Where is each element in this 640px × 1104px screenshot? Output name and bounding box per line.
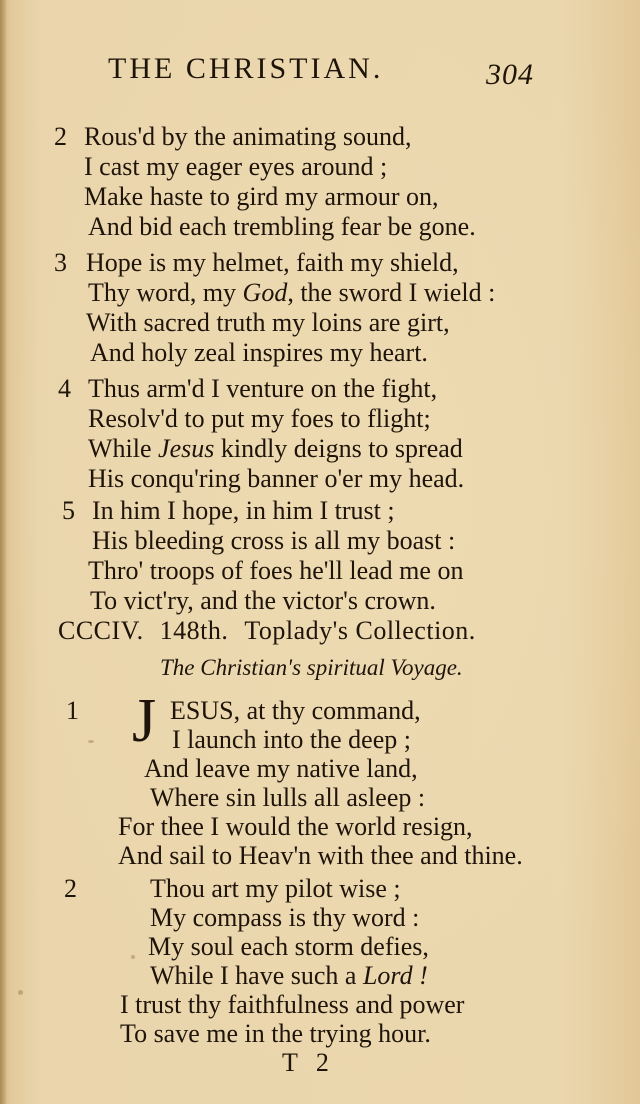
verse-line: Hope is my helmet, faith my shield,	[86, 248, 459, 277]
verse-line: In him I hope, in him I trust ;	[92, 496, 395, 525]
verse-line: My compass is thy word :	[150, 903, 420, 932]
foxing-spot	[18, 990, 23, 995]
verse-line: For thee I would the world resign,	[118, 812, 473, 841]
verse-line: Thro' troops of foes he'll lead me on	[88, 556, 464, 585]
verse-line: I launch into the deep ;	[172, 725, 411, 754]
foxing-spot	[131, 955, 135, 959]
drop-capital: J	[132, 687, 157, 755]
stanza-number: 5	[62, 496, 75, 525]
foxing-spot	[88, 740, 94, 743]
verse-line: And leave my native land,	[144, 754, 418, 783]
verse-line: And sail to Heav'n with thee and thine.	[118, 841, 523, 870]
verse-line: I trust thy faithfulness and power	[120, 990, 465, 1019]
stanza-number: 2	[54, 122, 67, 151]
stanza-number: 1	[66, 696, 79, 725]
verse-line: And bid each trembling fear be gone.	[88, 212, 476, 241]
verse-line: Resolv'd to put my foes to flight;	[88, 404, 431, 433]
page-gutter-shadow	[0, 0, 7, 1104]
verse-line: With sacred truth my loins are girt,	[86, 308, 450, 337]
verse-line: Thy word, my God, the sword I wield :	[88, 278, 496, 307]
verse-line: His bleeding cross is all my boast :	[92, 526, 456, 555]
hymn-source: Toplady's Collection.	[244, 616, 476, 645]
verse-line: His conqu'ring banner o'er my head.	[88, 464, 465, 493]
running-title: THE CHRISTIAN.	[108, 52, 384, 85]
verse-line: Thus arm'd I venture on the fight,	[88, 374, 438, 403]
stanza-number: 3	[54, 248, 67, 277]
verse-line: And holy zeal inspires my heart.	[90, 338, 428, 367]
stanza-number: 4	[58, 374, 71, 403]
verse-line: ESUS, at thy command,	[170, 696, 421, 725]
hymn-title: The Christian's spiritual Voyage.	[160, 655, 463, 680]
hymn-heading	[58, 616, 476, 646]
hymn-number: CCCIV.	[58, 616, 144, 645]
page-number: 304	[486, 58, 534, 91]
verse-line: Rous'd by the animating sound,	[84, 122, 412, 151]
stanza-number: 2	[64, 874, 77, 903]
verse-line: Make haste to gird my armour on,	[84, 182, 439, 211]
verse-line: I cast my eager eyes around ;	[84, 152, 388, 181]
verse-line: My soul each storm defies,	[148, 932, 429, 961]
verse-line: To vict'ry, and the victor's crown.	[90, 586, 436, 615]
hymn-meter: 148th.	[159, 616, 229, 645]
verse-line: To save me in the trying hour.	[120, 1019, 431, 1048]
verse-line: While Jesus kindly deigns to spread	[88, 434, 463, 463]
verse-line: While I have such a Lord !	[150, 961, 428, 990]
signature-mark: T 2	[282, 1048, 335, 1077]
verse-line: Thou art my pilot wise ;	[150, 874, 401, 903]
verse-line: Where sin lulls all asleep :	[150, 783, 426, 812]
